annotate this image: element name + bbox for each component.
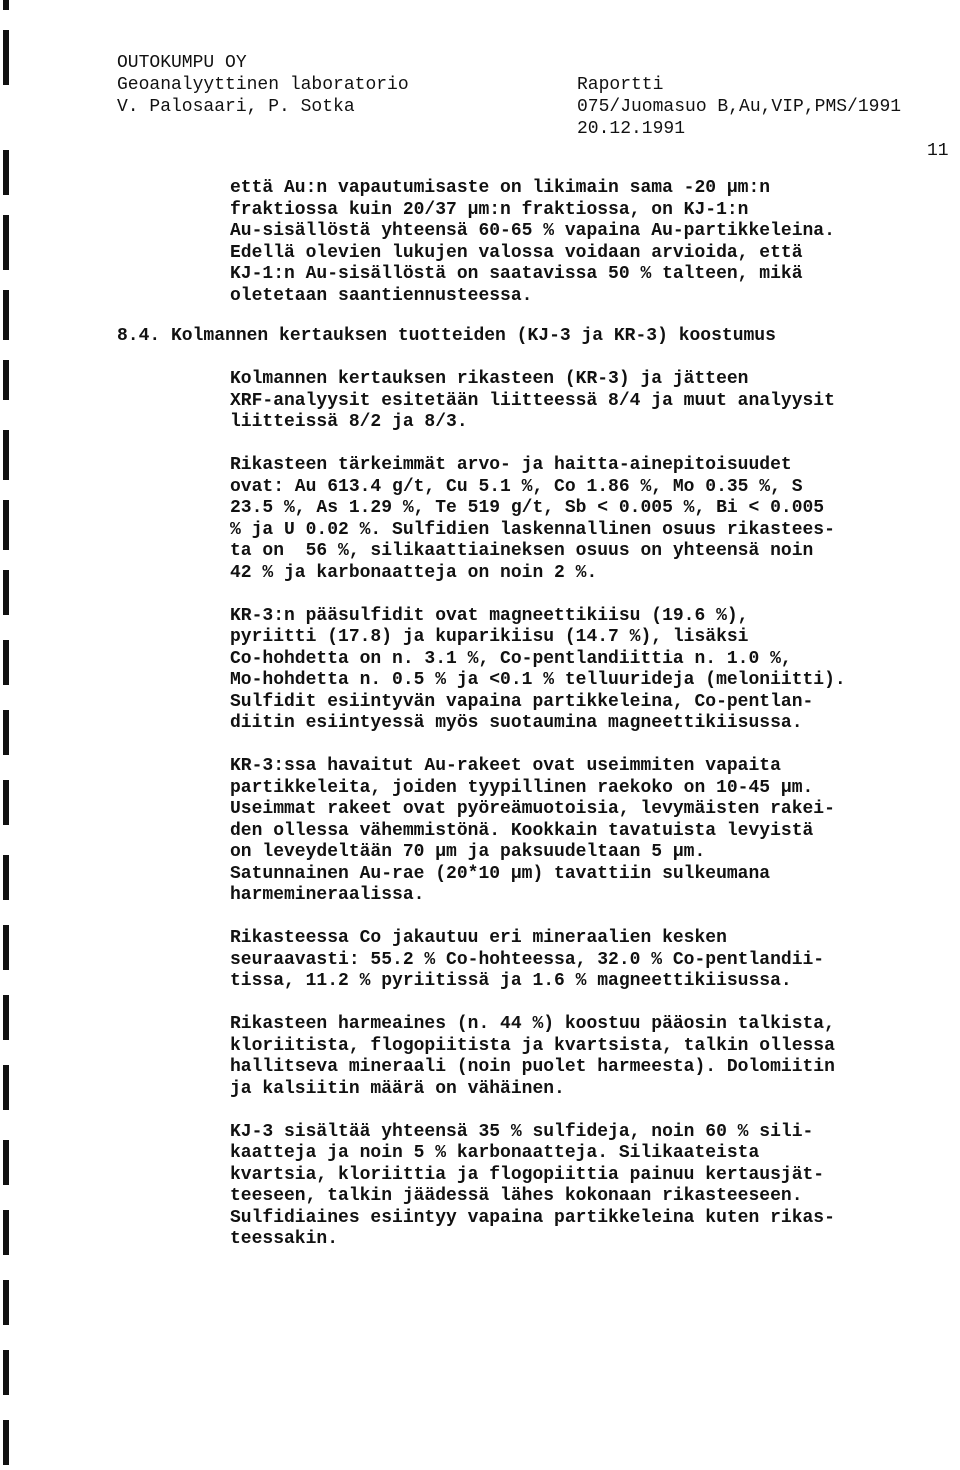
margin-mark bbox=[3, 1280, 9, 1325]
authors: V. Palosaari, P. Sotka bbox=[117, 97, 355, 117]
margin-mark bbox=[3, 995, 9, 1040]
margin-mark bbox=[3, 1350, 9, 1395]
margin-mark bbox=[3, 710, 9, 755]
report-id: 075/Juomasuo B,Au,VIP,PMS/1991 bbox=[577, 97, 902, 117]
margin-mark bbox=[3, 500, 9, 550]
margin-mark bbox=[3, 215, 9, 270]
margin-mark bbox=[3, 430, 9, 480]
margin-mark bbox=[3, 150, 9, 195]
margin-mark bbox=[3, 925, 9, 970]
margin-mark bbox=[3, 1065, 9, 1110]
margin-mark bbox=[3, 360, 9, 400]
intro-block bbox=[230, 178, 950, 329]
margin-mark bbox=[3, 640, 9, 685]
report-label: Raportti bbox=[577, 75, 664, 95]
paragraph-gangue: Rikasteen harmeaines (n. 44 %) koostuu pääosin talkista, kloriitista, flogopiitista ja kvartsista, talkin ollessa hallitseva mineraali (noin puolet harmeesta). Dolomiitin ja kalsiitin määrä on vähäinen. bbox=[230, 1014, 835, 1099]
intro-paragraph: että Au:n vapautumisaste on likimain sama -20 μm:n fraktiossa kuin 20/37 μm:n fraktiossa, on KJ-1:n Au-sisällöstä yhteensä 60-65 % vapaina Au-partikkeleina. Edellä olevien lukujen valossa voidaan arvioida, että KJ-1:n Au-sisällöstä on saatavissa 50 % talteen, mikä oletetaan saantiennusteessa. bbox=[230, 178, 835, 306]
page-number: 11 bbox=[927, 141, 949, 161]
report-date: 20.12.1991 bbox=[577, 119, 686, 139]
margin-mark bbox=[3, 0, 9, 10]
paragraph-tailings: KJ-3 sisältää yhteensä 35 % sulfideja, noin 60 % sili- kaatteja ja noin 5 % karbonaatteja. Silikaateista kvartsia, kloriittia ja flogopiittia painuu kertausjät- teeseen, talkin jäädessä lähes kokonaan rikasteeseen. Sulfidiaines esiintyy vapaina partikkeleina kuten rikas- teessakin. bbox=[230, 1121, 835, 1249]
margin-mark bbox=[3, 1140, 9, 1185]
margin-mark bbox=[3, 1210, 9, 1255]
margin-mark bbox=[3, 1420, 9, 1465]
paragraph-analyses: Kolmannen kertauksen rikasteen (KR-3) ja jätteen XRF-analyysit esitetään liitteessä 8/4 ja muut analyysit liitteissä 8/2 ja 8/3. bbox=[230, 369, 835, 432]
paragraph-sulfides: KR-3:n pääsulfidit ovat magneettikiisu (19.6 %), pyriitti (17.8) ja kuparikiisu (14.7 %), lisäksi Co-hohdetta on n. 3.1 %, Co-pentlandiittia n. 1.0 %, Mo-hohdetta n. 0.5 % ja <0.1 % telluurideja (meloniitti). Sulfidit esiintyvän vapaina partikkeleina, Co-pentlan- diitin esiintyessä myös suotaumina magneettikiisussa. bbox=[230, 605, 846, 733]
paragraph-gold-grains: KR-3:ssa havaitut Au-rakeet ovat useimmiten vapaita partikkeleita, joiden tyypillinen raekoko on 10-45 μm. Useimmat rakeet ovat pyöreämuotoisia, levymäisten rakei- den ollessa vähemmistönä. Kookkain tavatuista levyistä on leveydeltään 70 μm ja paksuudeltaan 5 μm. Satunnainen Au-rae (20*10 μm) tavattiin sulkeumana harmemineraalissa. bbox=[230, 756, 835, 905]
section-heading: 8.4. Kolmannen kertauksen tuotteiden (KJ-3 ja KR-3) koostumus bbox=[117, 326, 776, 346]
company-name: OUTOKUMPU OY bbox=[117, 53, 247, 73]
paragraph-cobalt: Rikasteessa Co jakautuu eri mineraalien kesken seuraavasti: 55.2 % Co-hohteessa, 32.0 % Co-pentlandii- tissa, 11.2 % pyriitissä ja 1.6 % magneettikiisussa. bbox=[230, 928, 825, 991]
margin-mark bbox=[3, 855, 9, 900]
paragraph-assays: Rikasteen tärkeimmät arvo- ja haitta-ainepitoisuudet ovat: Au 613.4 g/t, Cu 5.1 %, Co 1.86 %, Mo 0.35 %, S 23.5 %, As 1.29 %, Te 519 g/t, Sb < 0.005 %, Bi < 0.005 % ja U 0.02 %. Sulfidien laskennallinen osuus rikastees- ta on 56 %, silikaattiaineksen osuus on yhteensä noin 42 % ja karbonaatteja on noin 2 %. bbox=[230, 455, 835, 583]
binder-margin bbox=[0, 0, 12, 1470]
margin-mark bbox=[3, 570, 9, 615]
margin-mark bbox=[3, 290, 9, 340]
laboratory-name: Geoanalyyttinen laboratorio bbox=[117, 75, 409, 95]
margin-mark bbox=[3, 30, 9, 85]
section-body bbox=[230, 369, 950, 1272]
margin-mark bbox=[3, 780, 9, 825]
report-header bbox=[117, 30, 957, 161]
